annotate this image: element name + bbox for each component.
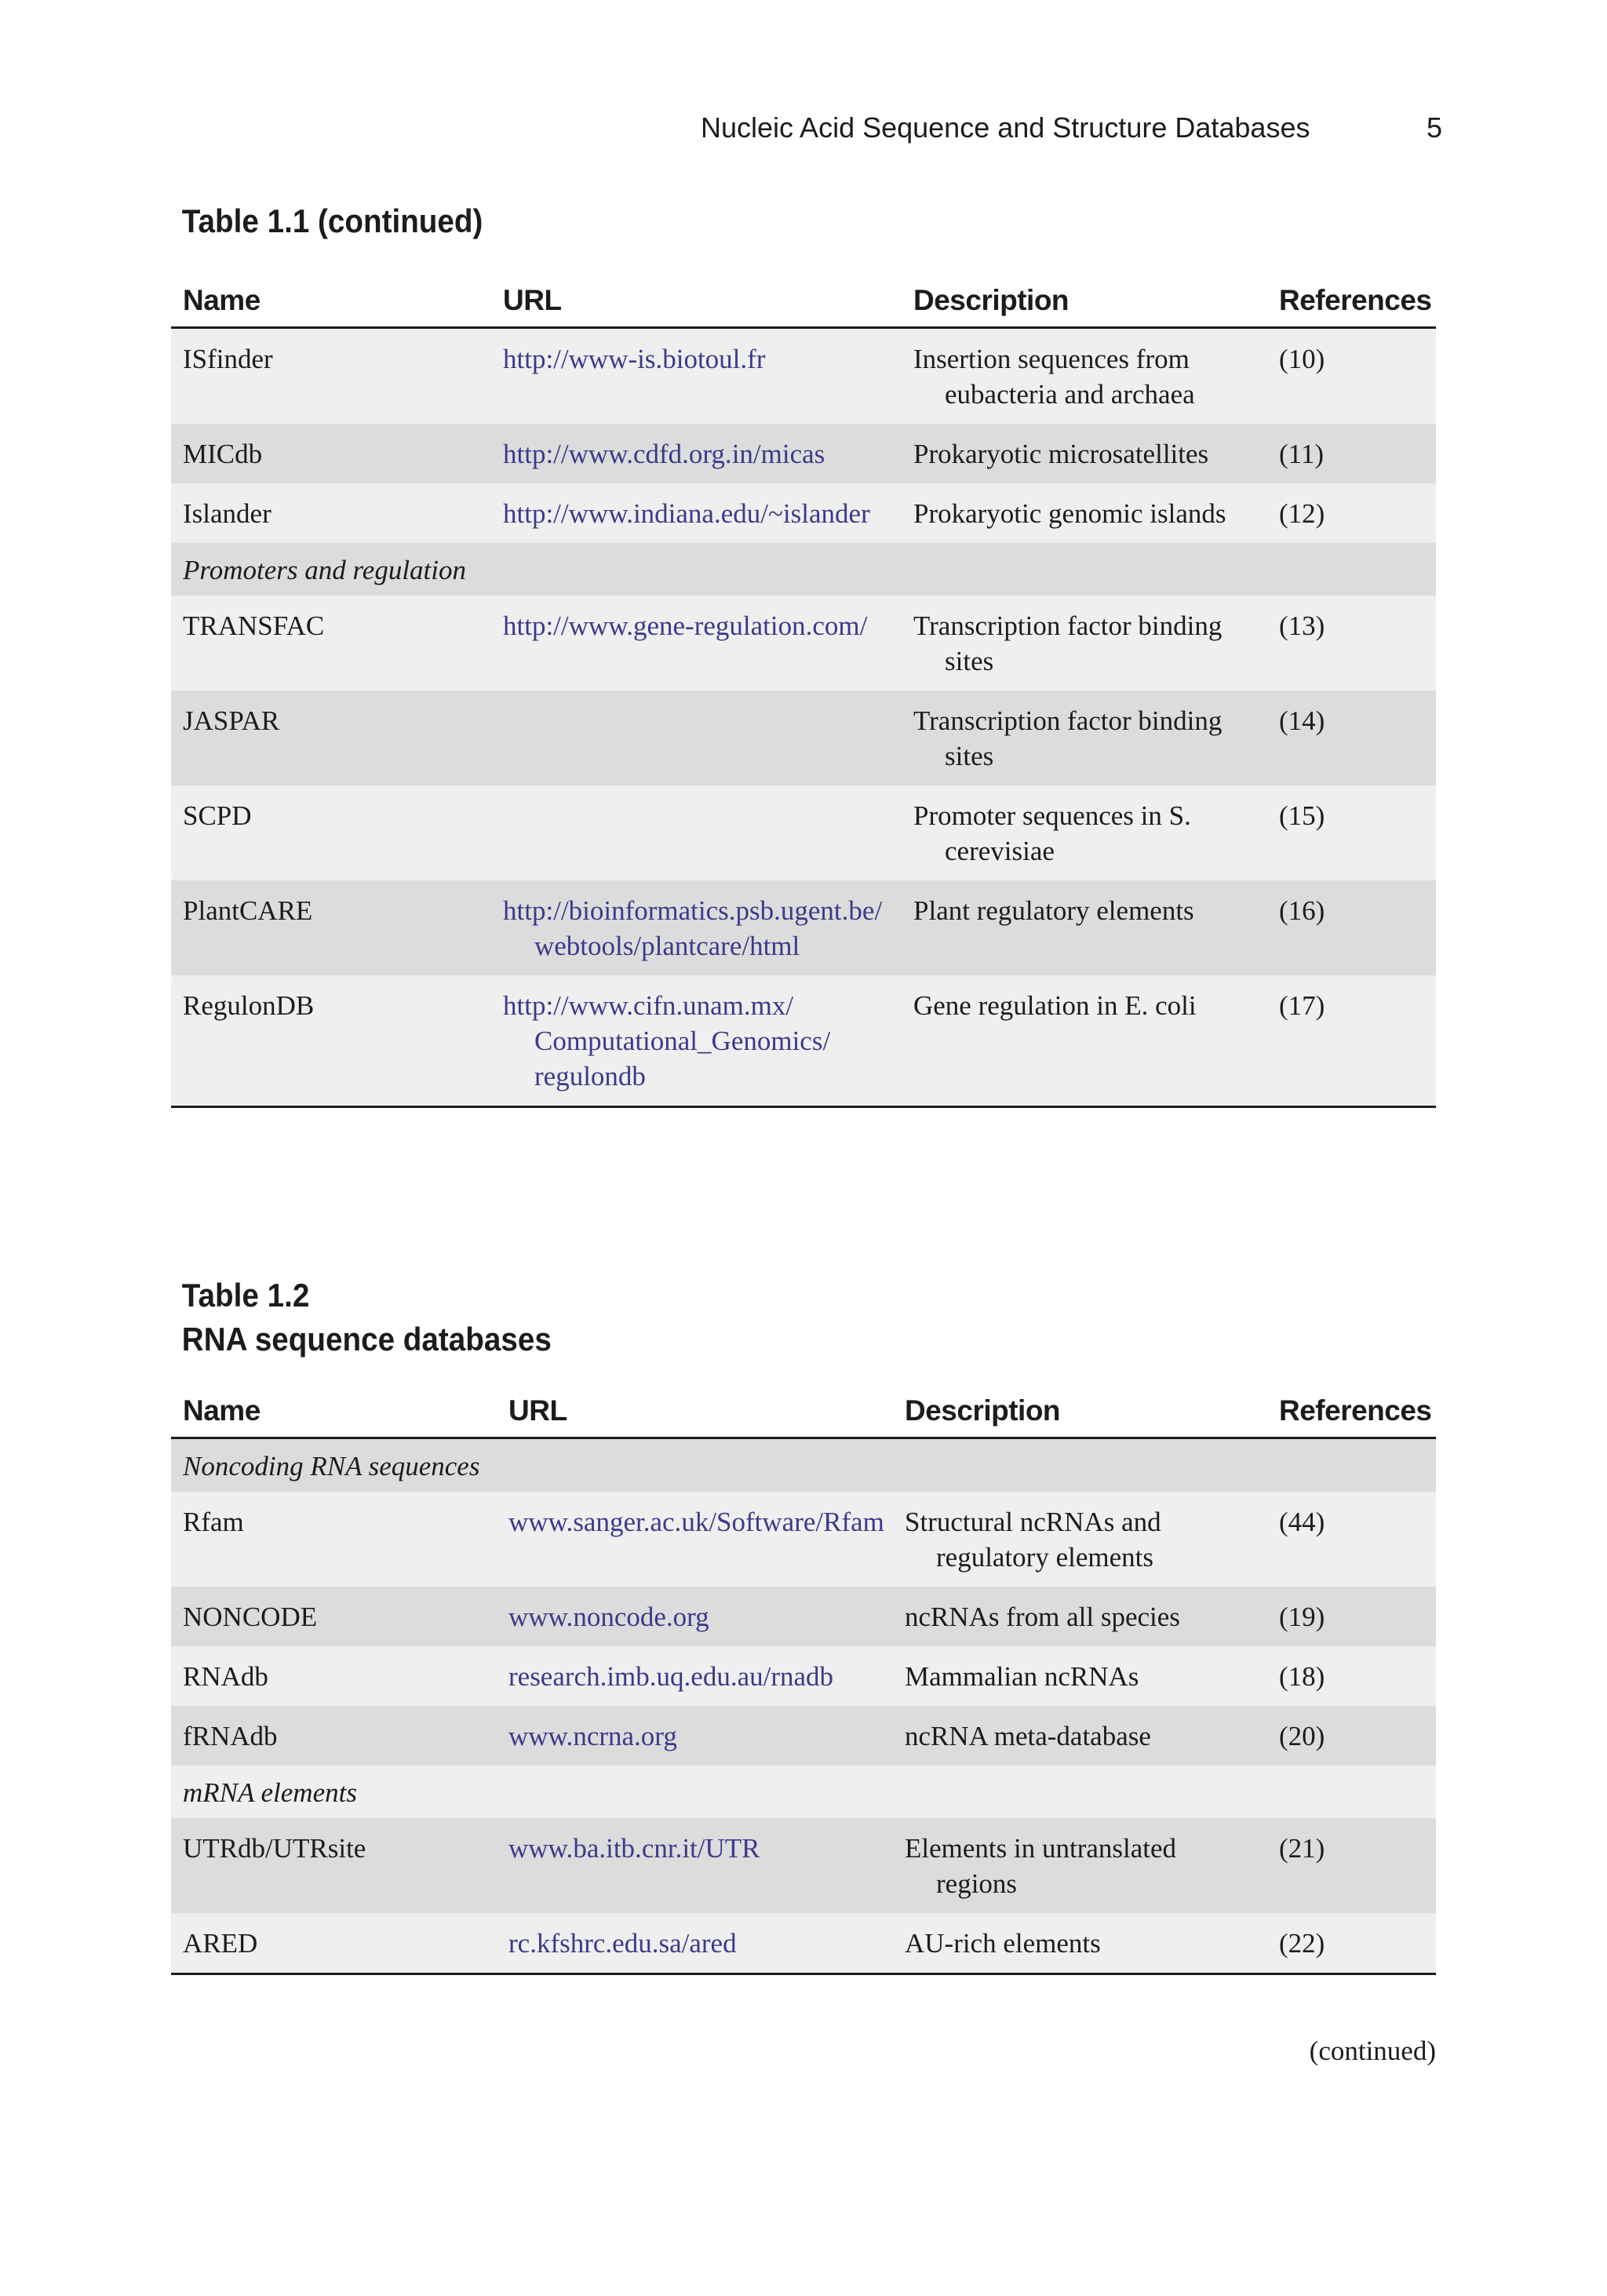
table-row <box>171 328 1436 425</box>
reference-number: (13) <box>1279 610 1325 641</box>
database-description: Structural ncRNAs and regulatory elements <box>905 1507 1161 1573</box>
reference-number-cell <box>1267 596 1436 691</box>
table-row <box>171 880 1436 975</box>
table-row <box>171 1587 1436 1646</box>
reference-number: (14) <box>1279 705 1325 736</box>
database-name-cell <box>171 880 491 975</box>
database-name: TRANSFAC <box>183 610 325 641</box>
database-description-cell <box>902 596 1267 691</box>
database-url-cell <box>491 424 902 483</box>
database-name: NONCODE <box>183 1602 318 1632</box>
database-description-cell <box>902 785 1267 880</box>
continued-note: (continued) <box>1309 2035 1436 2066</box>
section-label: Noncoding RNA sequences <box>171 1438 1436 1492</box>
reference-number-cell <box>1267 424 1436 483</box>
column-header-url: URL <box>497 1394 893 1438</box>
section-row <box>171 1438 1436 1492</box>
database-url-cell <box>491 328 902 425</box>
database-name: RegulonDB <box>183 990 315 1021</box>
database-description: ncRNAs from all species <box>905 1602 1180 1632</box>
table-row <box>171 424 1436 483</box>
column-header-references: References <box>1267 1394 1436 1438</box>
database-description-cell <box>902 328 1267 425</box>
reference-number: (16) <box>1279 895 1325 926</box>
database-description: Gene regulation in E. coli <box>913 990 1197 1021</box>
reference-number: (11) <box>1279 439 1325 469</box>
table-row <box>171 1913 1436 1974</box>
database-url-link[interactable]: research.imb.uq.edu.au/rnadb <box>508 1661 834 1692</box>
table-row <box>171 1646 1436 1706</box>
section-row <box>171 1766 1436 1818</box>
database-url-link[interactable]: http://www.cdfd.org.in/micas <box>503 439 825 469</box>
database-name-cell <box>171 483 491 543</box>
table-body <box>171 328 1436 1107</box>
database-description: Transcription factor binding sites <box>913 610 1223 676</box>
table-caption-number: Table 1.2 <box>181 1277 310 1314</box>
database-description-cell <box>902 691 1267 785</box>
reference-number-cell <box>1267 1492 1436 1587</box>
database-description-cell <box>893 1818 1267 1913</box>
database-description: Promoter sequences in S. cerevisiae <box>913 800 1191 866</box>
reference-number: (20) <box>1279 1721 1325 1751</box>
database-url-cell <box>491 596 902 691</box>
running-head <box>701 111 1442 144</box>
database-description-cell <box>902 880 1267 975</box>
database-description-cell <box>893 1913 1267 1974</box>
table-caption: Table 1.1 (continued) <box>181 202 483 239</box>
section-row <box>171 543 1436 596</box>
database-description: Mammalian ncRNAs <box>905 1661 1139 1692</box>
database-url-cell <box>497 1818 893 1913</box>
column-header-name: Name <box>171 1394 497 1438</box>
database-url-cell <box>491 691 902 785</box>
reference-number-cell <box>1267 691 1436 785</box>
database-name: ISfinder <box>183 344 273 374</box>
column-header-name: Name <box>171 284 491 328</box>
table-row <box>171 785 1436 880</box>
database-url-cell <box>491 483 902 543</box>
reference-number: (22) <box>1279 1928 1325 1959</box>
database-name-cell <box>171 1587 497 1646</box>
database-name-cell <box>171 691 491 785</box>
reference-number-cell <box>1267 785 1436 880</box>
database-name-cell <box>171 1818 497 1913</box>
database-url-link[interactable]: http://bioinformatics.psb.ugent.be/webtools/plantcare/html <box>503 895 883 961</box>
reference-number: (12) <box>1279 498 1325 529</box>
database-name-cell <box>171 975 491 1107</box>
section-label: mRNA elements <box>171 1766 1436 1818</box>
reference-number-cell <box>1267 483 1436 543</box>
reference-number-cell <box>1267 880 1436 975</box>
column-header-description: Description <box>902 284 1267 328</box>
database-description-cell <box>893 1706 1267 1766</box>
table-row <box>171 975 1436 1107</box>
database-url-cell <box>497 1492 893 1587</box>
database-url-link[interactable]: www.sanger.ac.uk/Software/Rfam <box>508 1507 884 1537</box>
database-description-cell <box>902 975 1267 1107</box>
reference-number-cell <box>1267 1706 1436 1766</box>
database-description: Prokaryotic microsatellites <box>913 439 1209 469</box>
database-name: MICdb <box>183 439 263 469</box>
database-url-cell <box>491 785 902 880</box>
database-url-link[interactable]: http://www.gene-regulation.com/ <box>503 610 868 641</box>
page-number: 5 <box>1426 111 1442 144</box>
database-name-cell <box>171 1913 497 1974</box>
database-url-link[interactable]: rc.kfshrc.edu.sa/ared <box>508 1928 737 1959</box>
database-url-cell <box>497 1646 893 1706</box>
reference-number: (17) <box>1279 990 1325 1021</box>
database-name: fRNAdb <box>183 1721 278 1751</box>
database-name-cell <box>171 1706 497 1766</box>
database-name: PlantCARE <box>183 895 313 926</box>
table-header-row <box>171 1394 1436 1438</box>
database-name: SCPD <box>183 800 252 831</box>
reference-number: (44) <box>1279 1507 1325 1537</box>
database-url-link[interactable]: http://www.cifn.unam.mx/Computational_Genomics/regulondb <box>503 990 831 1092</box>
database-name: ARED <box>183 1928 258 1959</box>
database-name-cell <box>171 424 491 483</box>
table-row <box>171 1492 1436 1587</box>
reference-number: (15) <box>1279 800 1325 831</box>
database-url-cell <box>491 880 902 975</box>
table-row <box>171 1706 1436 1766</box>
database-description: Elements in untranslated regions <box>905 1833 1177 1899</box>
database-description: AU-rich elements <box>905 1928 1101 1959</box>
database-description-cell <box>893 1492 1267 1587</box>
reference-number-cell <box>1267 1913 1436 1974</box>
table-row <box>171 691 1436 785</box>
database-description: Insertion sequences from eubacteria and archaea <box>913 344 1195 410</box>
database-name: Islander <box>183 498 271 529</box>
database-url-link[interactable]: www.ba.itb.cnr.it/UTR <box>508 1833 760 1864</box>
reference-number: (10) <box>1279 344 1325 374</box>
table-body <box>171 1438 1436 1974</box>
reference-number-cell <box>1267 1646 1436 1706</box>
reference-number-cell <box>1267 975 1436 1107</box>
database-description: ncRNA meta-database <box>905 1721 1151 1751</box>
database-description: Prokaryotic genomic islands <box>913 498 1226 529</box>
database-url-cell <box>491 975 902 1107</box>
database-url-cell <box>497 1913 893 1974</box>
database-description-cell <box>893 1587 1267 1646</box>
database-url-cell <box>497 1706 893 1766</box>
database-url-link[interactable]: www.ncrna.org <box>508 1721 677 1751</box>
database-url-cell <box>497 1587 893 1646</box>
reference-number-cell <box>1267 1818 1436 1913</box>
column-header-url: URL <box>491 284 902 328</box>
reference-number: (18) <box>1279 1661 1325 1692</box>
column-header-description: Description <box>893 1394 1267 1438</box>
table-1-1 <box>171 199 1436 1108</box>
table-row <box>171 596 1436 691</box>
database-name: UTRdb/UTRsite <box>183 1833 366 1864</box>
database-name-cell <box>171 1646 497 1706</box>
database-description-cell <box>893 1646 1267 1706</box>
database-url-link[interactable]: www.noncode.org <box>508 1602 709 1632</box>
table-row <box>171 483 1436 543</box>
table-caption-title: RNA sequence databases <box>181 1321 552 1358</box>
reference-number-cell <box>1267 1587 1436 1646</box>
database-name-cell <box>171 328 491 425</box>
database-name-cell <box>171 785 491 880</box>
table-header-row <box>171 284 1436 328</box>
table-row <box>171 1818 1436 1913</box>
database-name-cell <box>171 1492 497 1587</box>
database-name: Rfam <box>183 1507 244 1537</box>
database-description: Plant regulatory elements <box>913 895 1194 926</box>
database-url-link[interactable]: http://www-is.biotoul.fr <box>503 344 766 374</box>
database-url-link[interactable]: http://www.indiana.edu/~islander <box>503 498 870 529</box>
database-description-cell <box>902 483 1267 543</box>
reference-number: (21) <box>1279 1833 1325 1864</box>
column-header-references: References <box>1267 284 1436 328</box>
section-label: Promoters and regulation <box>171 543 1436 596</box>
database-name: RNAdb <box>183 1661 268 1692</box>
database-name: JASPAR <box>183 705 280 736</box>
running-title: Nucleic Acid Sequence and Structure Databases <box>701 111 1310 144</box>
database-description-cell <box>902 424 1267 483</box>
table-1-2 <box>171 1274 1436 1975</box>
database-description: Transcription factor binding sites <box>913 705 1223 771</box>
reference-number-cell <box>1267 328 1436 425</box>
reference-number: (19) <box>1279 1602 1325 1632</box>
database-name-cell <box>171 596 491 691</box>
